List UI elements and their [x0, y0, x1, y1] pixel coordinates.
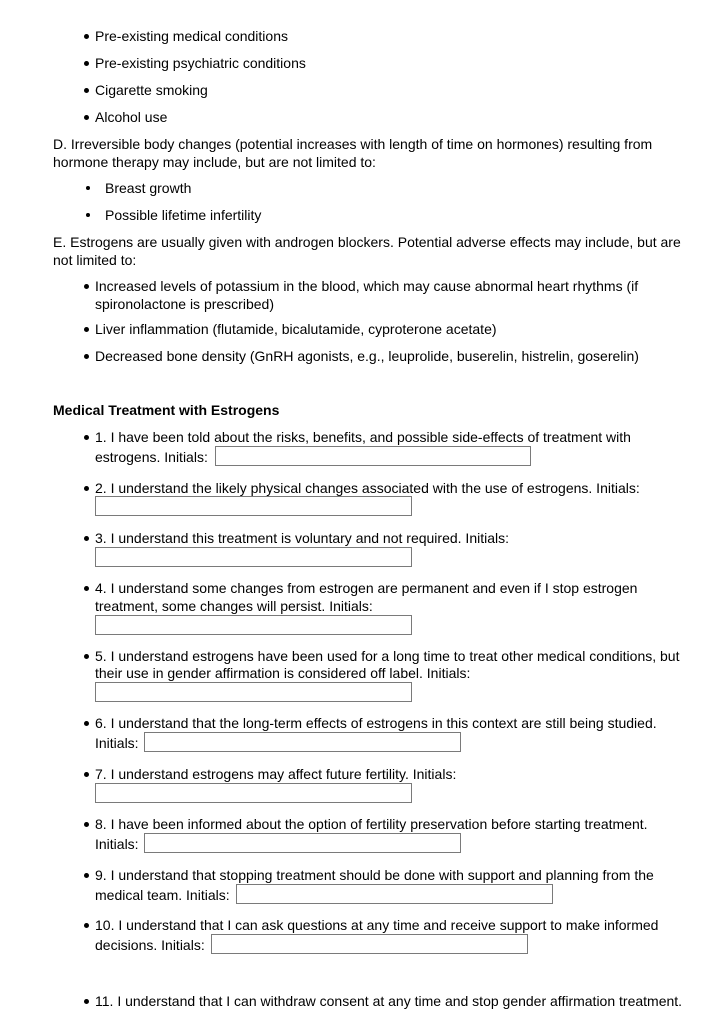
consent-item-text: Initials: — [95, 735, 139, 751]
bullet — [84, 586, 89, 591]
initials-field[interactable] — [144, 833, 461, 853]
initials-field[interactable] — [95, 547, 412, 567]
list-item: Pre-existing psychiatric conditions — [95, 55, 306, 71]
consent-item-text: estrogens. Initials: — [95, 449, 208, 465]
list-item: Pre-existing medical conditions — [95, 28, 288, 44]
list-item: Liver inflammation (flutamide, bicalutamide, cyproterone acetate) — [95, 321, 497, 337]
consent-item-text: 11. I understand that I can withdraw consent at any time and stop gender affirmation treatment. — [95, 993, 683, 1009]
bullet — [84, 34, 89, 39]
section-heading: Medical Treatment with Estrogens — [53, 402, 280, 418]
bullet — [84, 115, 89, 120]
consent-item-text: 9. I understand that stopping treatment should be done with support and planning from the — [95, 867, 654, 883]
consent-item-text: 5. I understand estrogens have been used for a long time to treat other medical conditions, but — [95, 648, 680, 664]
initials-field[interactable] — [95, 615, 412, 635]
bullet — [84, 486, 89, 491]
consent-item-text: decisions. Initials: — [95, 937, 205, 953]
bullet — [86, 186, 90, 190]
list-item: Cigarette smoking — [95, 82, 208, 98]
bullet — [84, 999, 89, 1004]
bullet — [84, 88, 89, 93]
bullet — [84, 873, 89, 878]
bullet — [84, 354, 89, 359]
bullet — [84, 822, 89, 827]
bullet — [84, 327, 89, 332]
list-item: Possible lifetime infertility — [105, 207, 262, 223]
consent-item-text: Initials: — [95, 836, 139, 852]
consent-item-text: 8. I have been informed about the option of fertility preservation before starting treatment. — [95, 816, 648, 832]
bullet — [84, 61, 89, 66]
bullet — [84, 772, 89, 777]
bullet — [84, 654, 89, 659]
consent-item-text: 10. I understand that I can ask questions at any time and receive support to make informed — [95, 917, 659, 933]
consent-item-text: 7. I understand estrogens may affect future fertility. Initials: — [95, 766, 457, 782]
list-item: Decreased bone density (GnRH agonists, e.g., leuprolide, buserelin, histrelin, goserelin) — [95, 348, 639, 364]
consent-item-text: 1. I have been told about the risks, benefits, and possible side-effects of treatment with — [95, 429, 631, 445]
consent-item-text: treatment, some changes will persist. Initials: — [95, 598, 373, 614]
list-item: Alcohol use — [95, 109, 168, 125]
consent-item-text: 4. I understand some changes from estrogen are permanent and even if I stop estrogen — [95, 580, 638, 596]
list-item: Breast growth — [105, 180, 192, 196]
bullet — [84, 721, 89, 726]
consent-item-text: 6. I understand that the long-term effects of estrogens in this context are still being studied. — [95, 715, 657, 731]
bullet — [86, 213, 90, 217]
bullet — [84, 435, 89, 440]
initials-field[interactable] — [95, 496, 412, 516]
initials-field[interactable] — [215, 446, 531, 466]
section-d-text: D. Irreversible body changes (potential increases with length of time on hormones) resulting from hormone therapy may include, but are not limited to: — [53, 136, 653, 170]
section-e-text: E. Estrogens are usually given with androgen blockers. Potential adverse effects may include, but are not limited to: — [53, 234, 681, 268]
initials-field[interactable] — [211, 934, 528, 954]
consent-item-text: their use in gender affirmation is considered off label. Initials: — [95, 665, 471, 681]
bullet — [84, 923, 89, 928]
consent-item-text: 2. I understand the likely physical changes associated with the use of estrogens. Initials: — [95, 480, 640, 496]
initials-field[interactable] — [236, 884, 553, 904]
consent-item-text: 3. I understand this treatment is voluntary and not required. Initials: — [95, 530, 510, 546]
consent-item-text: medical team. Initials: — [95, 887, 230, 903]
initials-field[interactable] — [95, 682, 412, 702]
bullet — [84, 536, 89, 541]
initials-field[interactable] — [95, 783, 412, 803]
list-item: Increased levels of potassium in the blood, which may cause abnormal heart rhythms (if spironolactone is prescribed) — [95, 278, 639, 312]
bullet — [84, 284, 89, 289]
initials-field[interactable] — [144, 732, 461, 752]
